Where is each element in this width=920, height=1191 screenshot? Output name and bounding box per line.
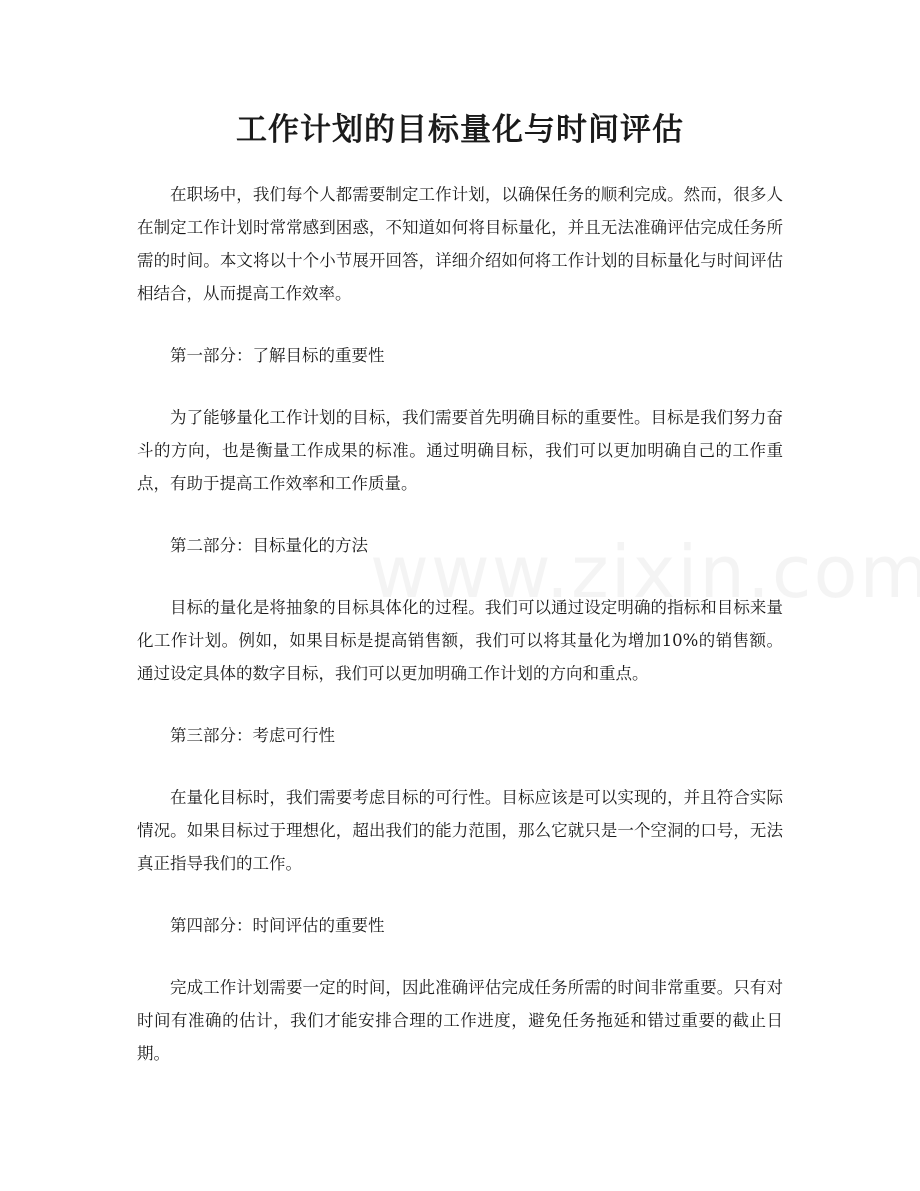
intro-paragraph: 在职场中，我们每个人都需要制定工作计划，以确保任务的顺利完成。然而，很多人在制定工作计划时常常感到困惑，不知道如何将目标量化，并且无法准确评估完成任务所需的时间。本文将以十个小节展开回答，详细介绍如何将工作计划的目标量化与时间评估相结合，从而提高工作效率。 <box>137 185 783 303</box>
section-heading-4: 第四部分：时间评估的重要性 <box>170 916 385 935</box>
section-heading-2: 第二部分：目标量化的方法 <box>170 536 368 555</box>
section-paragraph-1: 为了能够量化工作计划的目标，我们需要首先明确目标的重要性。目标是我们努力奋斗的方向，也是衡量工作成果的标准。通过明确目标，我们可以更加明确自己的工作重点，有助于提高工作效率和工作质量。 <box>137 408 783 493</box>
document-body <box>137 178 783 1099</box>
section-heading-3: 第三部分：考虑可行性 <box>170 726 335 745</box>
section-heading-1: 第一部分：了解目标的重要性 <box>170 346 385 365</box>
section-paragraph-4: 完成工作计划需要一定的时间，因此准确评估完成任务所需的时间非常重要。只有对时间有准确的估计，我们才能安排合理的工作进度，避免任务拖延和错过重要的截止日期。 <box>137 978 783 1063</box>
document-title: 工作计划的目标量化与时间评估 <box>236 112 684 148</box>
section-paragraph-3: 在量化目标时，我们需要考虑目标的可行性。目标应该是可以实现的，并且符合实际情况。如果目标过于理想化，超出我们的能力范围，那么它就只是一个空洞的口号，无法真正指导我们的工作。 <box>137 788 783 873</box>
section-paragraph-2: 目标的量化是将抽象的目标具体化的过程。我们可以通过设定明确的指标和目标来量化工作计划。例如，如果目标是提高销售额，我们可以将其量化为增加10%的销售额。通过设定具体的数字目标，我们可以更加明确工作计划的方向和重点。 <box>137 598 783 683</box>
